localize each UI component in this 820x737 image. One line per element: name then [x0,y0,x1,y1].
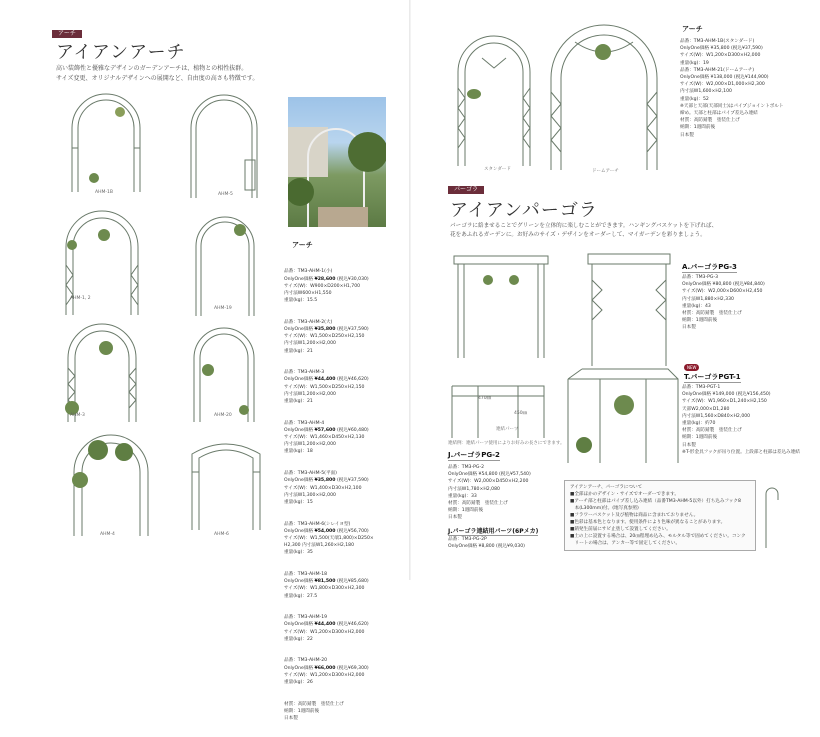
standard-arch-illustration [452,28,536,168]
product-entry: 品番：TM3-AHM-18 OnlyOne価格 ¥81,500 (税込¥85,680) サイズ(W)：W1,800×D300×H2,300 重量(kg)：27.5 [284,571,369,599]
arch-ahm-6-illustration [186,432,266,532]
category-tag: アーチ [52,30,82,38]
arch-label: AHM-1, 2 [70,296,91,301]
product-footer: 材質：高防錆製 塗装仕上げ 納期：1週間前後 日本製 [284,701,344,721]
arch-label: スタンダード [484,167,511,172]
dimension-label: 連結パーツ [496,427,519,432]
arch-ahm-4-illustration [68,430,154,538]
pergola-pg-3-title: A.パーゴラPG-3 [682,263,737,271]
garden-photo [288,97,386,227]
product-entry: 品番：TM3-AHM-6(シレイヨ型) OnlyOne価格 ¥54,000 (税込¥56,700) サイズ(W)：W1,500(天端1,800)×D250× H2,300 内寸法W1,260×H2,180 重量(kg)：35 [284,521,374,556]
product-entry: 品番：TM3-AHM-3 OnlyOne価格 ¥44,400 (税込¥46,620) サイズ(W)：W1,500×D250×H2,150 内寸法W1,200×H2,000 重量(kg)：21 [284,370,369,405]
arch-ahm-3-illustration [62,318,142,424]
notes-box: アイアンアーチ、パーゴラについて ■全部ほかのデザイン・サイズでオーダーできます。 ■アーチ部と柱部はパイプ差し込み連結（品番TM3-AHM-5以外）打ち込みフック8 本(L300mm)付。(地写真参照) ■フラワーバスケット及び植物は商品に含まれておりません。 ■色彩は基本色となります。使用条件により色味が異なることがあります。 ■錆発生前届にサビ止塗して設置してください。 ■土の上に設置する場合は、20㎝程埋め込み、モルタル等で固めてください。コンク リートの場合は、アンカー等で固定してください。 [564,480,756,551]
pergola-pg-2p-title: J.パーゴラ連結用パーツ(6Pメカ) [448,528,539,535]
page-title: アイアンアーチ [56,42,186,63]
product-entry: 品番：TM3-AHM-19 OnlyOne価格 ¥44,400 (税込¥46,620) サイズ(W)：W1,200×D300×H2,000 重量(kg)：22 [284,615,369,642]
anchor-hook-illustration [756,480,780,550]
category-tag-pergola: パーゴラ [448,186,484,194]
product-list [284,254,374,737]
section-heading: アーチ [292,241,313,249]
pergola-pg-3-alt-illustration [584,250,674,368]
product-entry: 品番：TM3-AHM-2(大) OnlyOne価格 ¥35,800 (税込¥37,590) サイズ(W)：W1,500×D250×H2,150 内寸法W1,200×H2,000 重量(kg)：21 [284,319,369,354]
arch-ahm-1b-illustration [66,88,146,193]
arch-label: AHM-6 [214,532,229,537]
arch-label: AHM-4 [100,532,115,537]
arch-label: AHM-20 [214,413,232,418]
arch-ahm-19-illustration [190,210,260,318]
dome-arch-illustration [545,22,663,172]
dimension-width: 470㎜ [478,396,492,401]
pergola-pgt-1-spec: 品番：TM3-PGT-1 OnlyOne価格 ¥149,000 (税込¥156,450) サイズ(W)：W1,960×D1,240×H2,150 天部W2,000×D1,280 内寸法W1,560×D840×H2,000 重量(kg)：約70 材質：高防錆製 塗装仕上げ 納期：1週間前後 日本製 ※T-形金具フックが吊り位置。上段部と柱部は差込み連結 [682,385,800,455]
pergola-pg-2-title: J.パーゴラPG-2 [448,451,500,459]
pergola-pg-3-spec: 品番：TM3-PG-3 OnlyOne価格 ¥80,800 (税込¥84,840) サイズ(W)：W2,000×D600×H2,450 内寸法W1,880×H2,330 重量(kg)：43 材質：高防錆製 塗装仕上げ 納期：1週間前後 日本製 [682,275,765,331]
product-entry: 品番：TM3-AHM-4 OnlyOne価格 ¥57,600 (税込¥60,480) サイズ(W)：W1,460×D450×H2,130 内寸法W1,200×H2,000 重量(kg)：18 [284,420,369,455]
product-entry: 品番：TM3-AHM-5(平面) OnlyOne価格 ¥35,800 (税込¥37,590) サイズ(W)：W1,400×D30×H2,100 内寸法W1,300×H2,000 重量(kg)：15 [284,471,369,505]
arch-ahm-5-illustration [185,90,263,200]
intro-text: 高い装飾性と優雅なデザインのガーデンアーチは、植物との相性抜群。 サイズ変更、オリジナルデザインへの展開など、自由度の高さも特徴です。 [56,65,259,82]
arch-spec: 品番：TM3-AHM-1B(スタンダード) OnlyOne価格 ¥35,800 (税込¥37,590) サイズ(W)：W1,200×D300×H2,000 重量(kg)：19 品番：TM3-AHM-21(ドームアーチ) OnlyOne価格 ¥138,000 (税込¥144,900) サイズ(W)：W2,000×D1,000×H2,300 内寸法W1,600×H2,100 重量(kg)：52 ※天部と天部(天部同士)はパイプジョイントボルト 締め。天部と柱部はパイプ差込み連結 材質：高防錆製 塗装仕上げ 納期：1週間前後 日本製 [680,39,784,138]
arch-label: AHM-3 [70,413,85,418]
dimension-note: 連結例：連結パーツ使用によりお好みの長さにできます。 [448,441,565,446]
pergola-title: アイアンパーゴラ [450,200,598,221]
page-gutter [409,0,411,580]
product-entry: 品番：TM3-AHM-20 OnlyOne価格 ¥66,000 (税込¥69,300) サイズ(W)：W1,200×D300×H2,000 重量(kg)：26 [284,658,369,685]
pergola-pg-3-illustration [448,250,554,360]
new-badge: NEW [684,364,699,371]
arch-label: AHM-19 [214,306,232,311]
arch-label: AHM-5 [218,192,233,197]
pergola-pg-2p-spec: 品番：TM3-PG-2P OnlyOne価格 ¥8,800 (税込¥9,030) [448,537,525,550]
pergola-pg-2-spec: 品番：TM3-PG-2 OnlyOne価格 ¥54,800 (税込¥57,540) サイズ(W)：W2,000×D450×H2,200 内寸法W1,780×H2,080 重量(kg)：33 材質：高防錆製 塗装仕上げ 納期：1週間前後 日本製 [448,465,531,521]
arch-label: AHM-1B [95,190,113,195]
pergola-pgt-1-illustration [564,365,682,465]
arch-ahm-20-illustration [188,322,260,424]
dimension-height: 450㎜ [514,411,528,416]
section-heading-right: アーチ [682,25,703,33]
pergola-intro: パーゴラに絡ませることでグリーンを立体的に楽しむことができます。ハンギングバスケットを下げれば、 花をあふれるガーデンに。お好みのサイズ・デザインをオーダーして、マイガーデンを彩りましょう。 [450,223,718,238]
pergola-pgt-1-title: T.パーゴラPGT-1 [684,373,741,381]
arch-label: ドームアーチ [592,169,619,174]
garden-photo-arch-graphic [288,97,386,227]
product-entry: 品番：TM3-AHM-1(小) OnlyOne価格 ¥28,600 (税込¥30,030) サイズ(W)：W900×D200×H1,700 内寸法W600×H1,550 重量(kg)：15.5 [284,269,369,304]
